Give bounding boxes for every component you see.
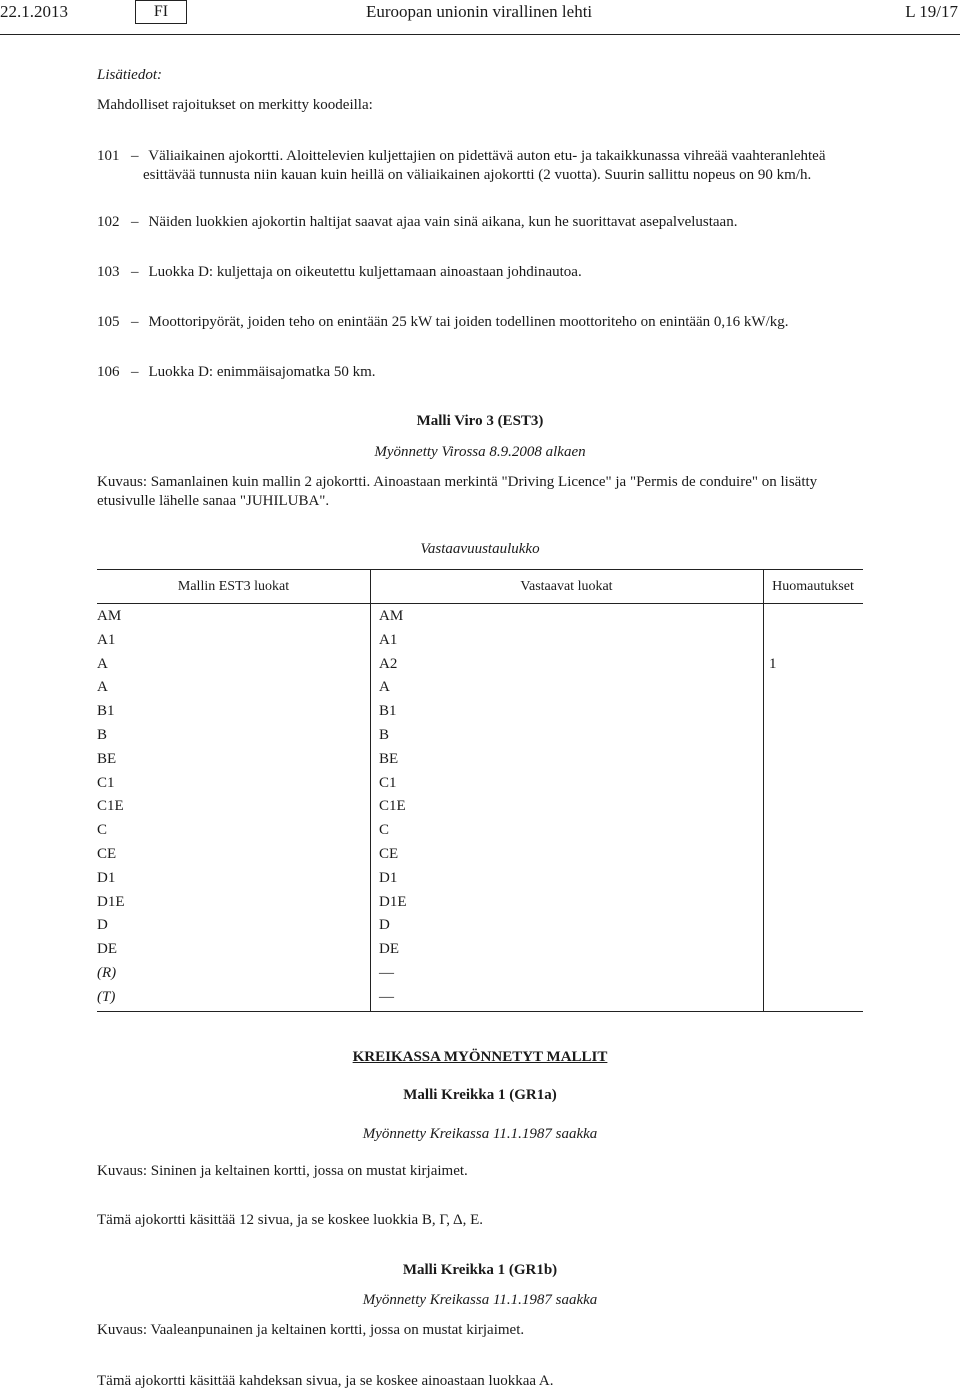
table-cell-equivalent: B [379, 727, 390, 743]
table-cell-est3: A [97, 656, 108, 672]
table-cell-est3: C1 [97, 775, 115, 791]
table-cell-est3: A [97, 679, 108, 695]
table-column-divider [763, 569, 764, 1011]
table-cell-est3: CE [97, 846, 117, 862]
code-102 [97, 214, 737, 231]
code-101-line2: esittävää tunnusta niin kauan kuin heillä on väliaikainen ajokortti (2 vuotta). Suurin sallittu nopeus on 90 km/h. [143, 167, 812, 183]
table-cell-equivalent: D1 [379, 870, 398, 886]
table-cell-est3: (T) [97, 989, 116, 1005]
est3-description-line1: Kuvaus: Samanlainen kuin mallin 2 ajokortti. Ainoastaan merkintä "Driving Licence" ja "Permis de conduire" on lisätty [97, 474, 818, 490]
journal-title: Euroopan unionin virallinen lehti [366, 2, 593, 21]
language-badge: FI [135, 0, 187, 24]
code-text-line1: Moottoripyörät, joiden teho on enintään 25 kW tai joiden todellinen moottoriteho on enintään 0,16 kW/kg. [148, 314, 789, 330]
table-cell-est3: DE [97, 941, 117, 957]
table-cell-est3: AM [97, 608, 122, 624]
table-cell-est3: D1E [97, 894, 125, 910]
table-cell-est3: D [97, 917, 108, 933]
header-date: 22.1.2013 [0, 2, 68, 21]
extra-label: Lisätiedot: [97, 67, 163, 83]
table-cell-equivalent: B1 [379, 703, 397, 719]
gr1a-issued: Myönnetty Kreikassa 11.1.1987 saakka [362, 1126, 598, 1142]
code-106 [97, 364, 376, 381]
table-cell-equivalent: BE [379, 751, 399, 767]
code-dash: – [131, 364, 139, 380]
code-text-line1: Luokka D: kuljettaja on oikeutettu kuljettamaan ainoastaan johdinautoa. [148, 264, 582, 280]
column-header-notes: Huomautukset [772, 579, 854, 594]
code-number: 103 [97, 264, 120, 280]
table-cell-equivalent: AM [379, 608, 404, 624]
gr1a-pages: Tämä ajokortti käsittää 12 sivua, ja se koskee luokkia Β, Γ, Δ, Ε. [97, 1212, 484, 1228]
table-cell-equivalent: A2 [379, 656, 398, 672]
table-cell-equivalent: C1 [379, 775, 397, 791]
header-rule [0, 34, 960, 35]
code-dash: – [131, 314, 139, 330]
table-cell-equivalent: C1E [379, 798, 406, 814]
table-cell-equivalent: — [379, 989, 394, 1005]
table-bottom-rule [97, 1011, 863, 1012]
table-header-rule [97, 603, 863, 604]
gr1a-description: Kuvaus: Sininen ja keltainen kortti, jossa on mustat kirjaimet. [97, 1163, 468, 1179]
code-dash: – [131, 214, 139, 230]
code-number: 105 [97, 314, 120, 330]
code-103 [97, 264, 582, 281]
code-text-line1: Väliaikainen ajokortti. Aloittelevien kuljettajien on pidettävä auton etu- ja takaikkunassa vihreää vaahteranlehteä [148, 148, 826, 164]
gr1a-title: Malli Kreikka 1 (GR1a) [403, 1087, 557, 1103]
gr1b-title: Malli Kreikka 1 (GR1b) [402, 1262, 558, 1278]
table-cell-est3: B1 [97, 703, 115, 719]
code-text-line1: Luokka D: enimmäisajomatka 50 km. [148, 364, 376, 380]
gr1b-pages: Tämä ajokortti käsittää kahdeksan sivua, ja se koskee ainoastaan luokkaa A. [97, 1373, 554, 1389]
est3-issued: Myönnetty Virossa 8.9.2008 alkaen [374, 444, 586, 460]
code-101 [97, 148, 825, 165]
table-cell-note: 1 [769, 656, 777, 672]
table-cell-est3: B [97, 727, 108, 743]
table-cell-equivalent: D1E [379, 894, 407, 910]
table-cell-est3: C1E [97, 798, 124, 814]
page-reference: L 19/17 [905, 2, 958, 21]
correspondence-table-title: Vastaavuustaulukko [420, 541, 540, 557]
greece-heading: KREIKASSA MYÖNNETYT MALLIT [352, 1049, 608, 1065]
code-dash: – [131, 148, 139, 164]
est3-title: Malli Viro 3 (EST3) [416, 413, 544, 429]
table-cell-est3: BE [97, 751, 117, 767]
table-cell-equivalent: DE [379, 941, 399, 957]
code-text-line1: Näiden luokkien ajokortin haltijat saavat ajaa vain sinä aikana, kun he suorittavat asepalvelustaan. [148, 214, 738, 230]
gr1b-issued: Myönnetty Kreikassa 11.1.1987 saakka [362, 1292, 598, 1308]
table-cell-equivalent: A [379, 679, 390, 695]
table-column-divider [370, 569, 371, 1011]
table-cell-est3: A1 [97, 632, 116, 648]
code-number: 102 [97, 214, 120, 230]
column-header-equivalent: Vastaavat luokat [520, 579, 613, 594]
code-105 [97, 314, 789, 331]
table-cell-equivalent: A1 [379, 632, 398, 648]
code-dash: – [131, 264, 139, 280]
est3-description-line2: etusivulle lähelle sanaa "JUHILUBA". [97, 493, 330, 509]
restrictions-intro: Mahdolliset rajoitukset on merkitty koodeilla: [97, 97, 373, 113]
code-number: 101 [97, 148, 120, 164]
table-cell-est3: D1 [97, 870, 116, 886]
table-cell-equivalent: C [379, 822, 390, 838]
table-cell-est3: C [97, 822, 108, 838]
table-cell-equivalent: CE [379, 846, 399, 862]
table-cell-equivalent: — [379, 965, 394, 981]
code-number: 106 [97, 364, 120, 380]
table-cell-equivalent: D [379, 917, 390, 933]
table-top-rule [97, 569, 863, 570]
table-cell-est3: (R) [97, 965, 117, 981]
column-header-est3: Mallin EST3 luokat [177, 579, 290, 594]
gr1b-description: Kuvaus: Vaaleanpunainen ja keltainen kortti, jossa on mustat kirjaimet. [97, 1322, 525, 1338]
